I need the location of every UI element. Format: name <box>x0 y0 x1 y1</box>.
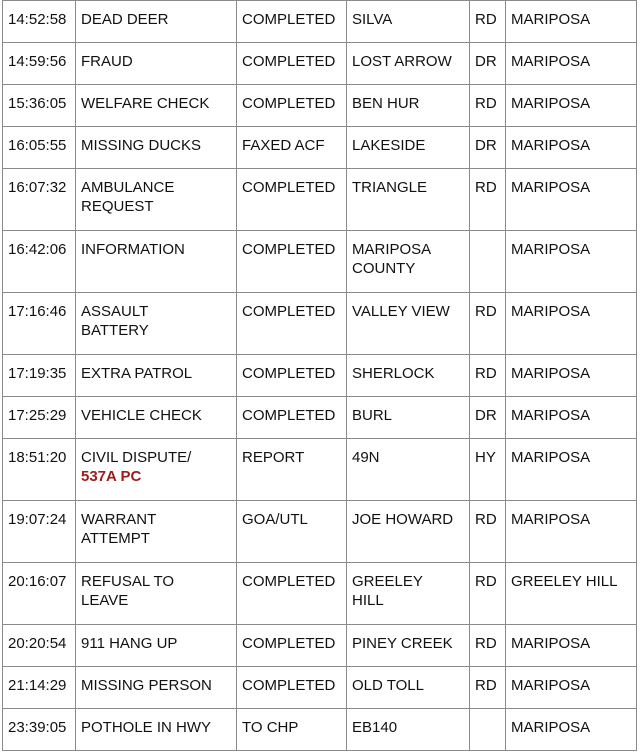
call-city: MARIPOSA <box>506 439 637 501</box>
call-disposition: COMPLETED <box>237 355 347 397</box>
table-row <box>3 709 637 751</box>
street-suffix: DR <box>470 397 506 439</box>
street-suffix: RD <box>470 625 506 667</box>
call-street: LOST ARROW <box>347 43 470 85</box>
call-time: 17:19:35 <box>3 355 76 397</box>
call-street: SILVA <box>347 1 470 43</box>
call-type-line: REQUEST <box>81 198 154 215</box>
call-city: MARIPOSA <box>506 231 637 293</box>
call-time: 14:52:58 <box>3 1 76 43</box>
call-disposition: COMPLETED <box>237 293 347 355</box>
street-suffix: RD <box>470 1 506 43</box>
call-disposition: COMPLETED <box>237 43 347 85</box>
call-disposition: FAXED ACF <box>237 127 347 169</box>
call-city: MARIPOSA <box>506 43 637 85</box>
street-suffix <box>470 231 506 293</box>
call-disposition: REPORT <box>237 439 347 501</box>
call-street <box>347 563 470 625</box>
call-time: 17:16:46 <box>3 293 76 355</box>
call-disposition: COMPLETED <box>237 85 347 127</box>
call-street: EB140 <box>347 709 470 751</box>
call-type-line: BATTERY <box>81 322 149 339</box>
call-time: 15:36:05 <box>3 85 76 127</box>
call-time: 16:07:32 <box>3 169 76 231</box>
table-row <box>3 1 637 43</box>
call-type-line: ATTEMPT <box>81 530 150 547</box>
call-city: MARIPOSA <box>506 625 637 667</box>
call-street: SHERLOCK <box>347 355 470 397</box>
call-street-line: GREELEY <box>352 573 423 590</box>
street-suffix: RD <box>470 85 506 127</box>
table-row <box>3 293 637 355</box>
street-suffix <box>470 709 506 751</box>
call-type: EXTRA PATROL <box>76 355 237 397</box>
call-street: BURL <box>347 397 470 439</box>
call-disposition: COMPLETED <box>237 169 347 231</box>
call-street: 49N <box>347 439 470 501</box>
call-street: TRIANGLE <box>347 169 470 231</box>
call-time: 21:14:29 <box>3 667 76 709</box>
table-row <box>3 43 637 85</box>
call-city: MARIPOSA <box>506 127 637 169</box>
call-log-table <box>2 0 637 751</box>
call-city: MARIPOSA <box>506 397 637 439</box>
call-time: 16:05:55 <box>3 127 76 169</box>
call-type: MISSING DUCKS <box>76 127 237 169</box>
call-city: MARIPOSA <box>506 709 637 751</box>
call-street: PINEY CREEK <box>347 625 470 667</box>
call-type: DEAD DEER <box>76 1 237 43</box>
call-type-line: WARRANT <box>81 511 157 528</box>
call-time: 18:51:20 <box>3 439 76 501</box>
call-type: INFORMATION <box>76 231 237 293</box>
street-suffix: RD <box>470 667 506 709</box>
call-type: FRAUD <box>76 43 237 85</box>
call-type: VEHICLE CHECK <box>76 397 237 439</box>
call-city: MARIPOSA <box>506 667 637 709</box>
call-city: MARIPOSA <box>506 501 637 563</box>
call-time: 19:07:24 <box>3 501 76 563</box>
call-street: LAKESIDE <box>347 127 470 169</box>
street-suffix: DR <box>470 127 506 169</box>
call-disposition: COMPLETED <box>237 1 347 43</box>
table-row <box>3 667 637 709</box>
call-city: MARIPOSA <box>506 355 637 397</box>
call-disposition: TO CHP <box>237 709 347 751</box>
call-city: MARIPOSA <box>506 85 637 127</box>
call-time: 17:25:29 <box>3 397 76 439</box>
call-city: MARIPOSA <box>506 169 637 231</box>
call-type-line: LEAVE <box>81 592 129 609</box>
call-street-line: COUNTY <box>352 260 416 277</box>
table-row <box>3 625 637 667</box>
street-suffix: RD <box>470 355 506 397</box>
call-type-line: AMBULANCE <box>81 179 175 196</box>
call-street: OLD TOLL <box>347 667 470 709</box>
call-type <box>76 501 237 563</box>
street-suffix: RD <box>470 501 506 563</box>
call-disposition: COMPLETED <box>237 563 347 625</box>
call-type: POTHOLE IN HWY <box>76 709 237 751</box>
call-disposition: COMPLETED <box>237 231 347 293</box>
call-street-line: HILL <box>352 592 384 609</box>
call-street: JOE HOWARD <box>347 501 470 563</box>
street-suffix: RD <box>470 563 506 625</box>
call-time: 23:39:05 <box>3 709 76 751</box>
call-street <box>347 231 470 293</box>
table-row <box>3 169 637 231</box>
street-suffix: HY <box>470 439 506 501</box>
call-time: 14:59:56 <box>3 43 76 85</box>
call-type <box>76 563 237 625</box>
table-row <box>3 563 637 625</box>
call-type-line: CIVIL DISPUTE/ <box>81 449 192 466</box>
street-suffix: DR <box>470 43 506 85</box>
table-row <box>3 127 637 169</box>
call-disposition: COMPLETED <box>237 625 347 667</box>
call-type <box>76 439 237 501</box>
table-row <box>3 397 637 439</box>
call-street: VALLEY VIEW <box>347 293 470 355</box>
call-time: 20:16:07 <box>3 563 76 625</box>
table-row <box>3 501 637 563</box>
table-row <box>3 231 637 293</box>
call-type-line: REFUSAL TO <box>81 573 175 590</box>
call-street-line: MARIPOSA <box>352 241 432 258</box>
call-type: MISSING PERSON <box>76 667 237 709</box>
call-type <box>76 293 237 355</box>
call-city: MARIPOSA <box>506 1 637 43</box>
call-type-line: ASSAULT <box>81 303 149 320</box>
call-type: WELFARE CHECK <box>76 85 237 127</box>
call-city: GREELEY HILL <box>506 563 637 625</box>
call-type <box>76 169 237 231</box>
call-type: 911 HANG UP <box>76 625 237 667</box>
table-row <box>3 355 637 397</box>
table-row <box>3 439 637 501</box>
call-disposition: COMPLETED <box>237 667 347 709</box>
penal-code-label: 537A PC <box>81 468 142 485</box>
call-disposition: COMPLETED <box>237 397 347 439</box>
call-time: 16:42:06 <box>3 231 76 293</box>
table-row <box>3 85 637 127</box>
call-city: MARIPOSA <box>506 293 637 355</box>
street-suffix: RD <box>470 293 506 355</box>
call-disposition: GOA/UTL <box>237 501 347 563</box>
call-street: BEN HUR <box>347 85 470 127</box>
street-suffix: RD <box>470 169 506 231</box>
call-time: 20:20:54 <box>3 625 76 667</box>
